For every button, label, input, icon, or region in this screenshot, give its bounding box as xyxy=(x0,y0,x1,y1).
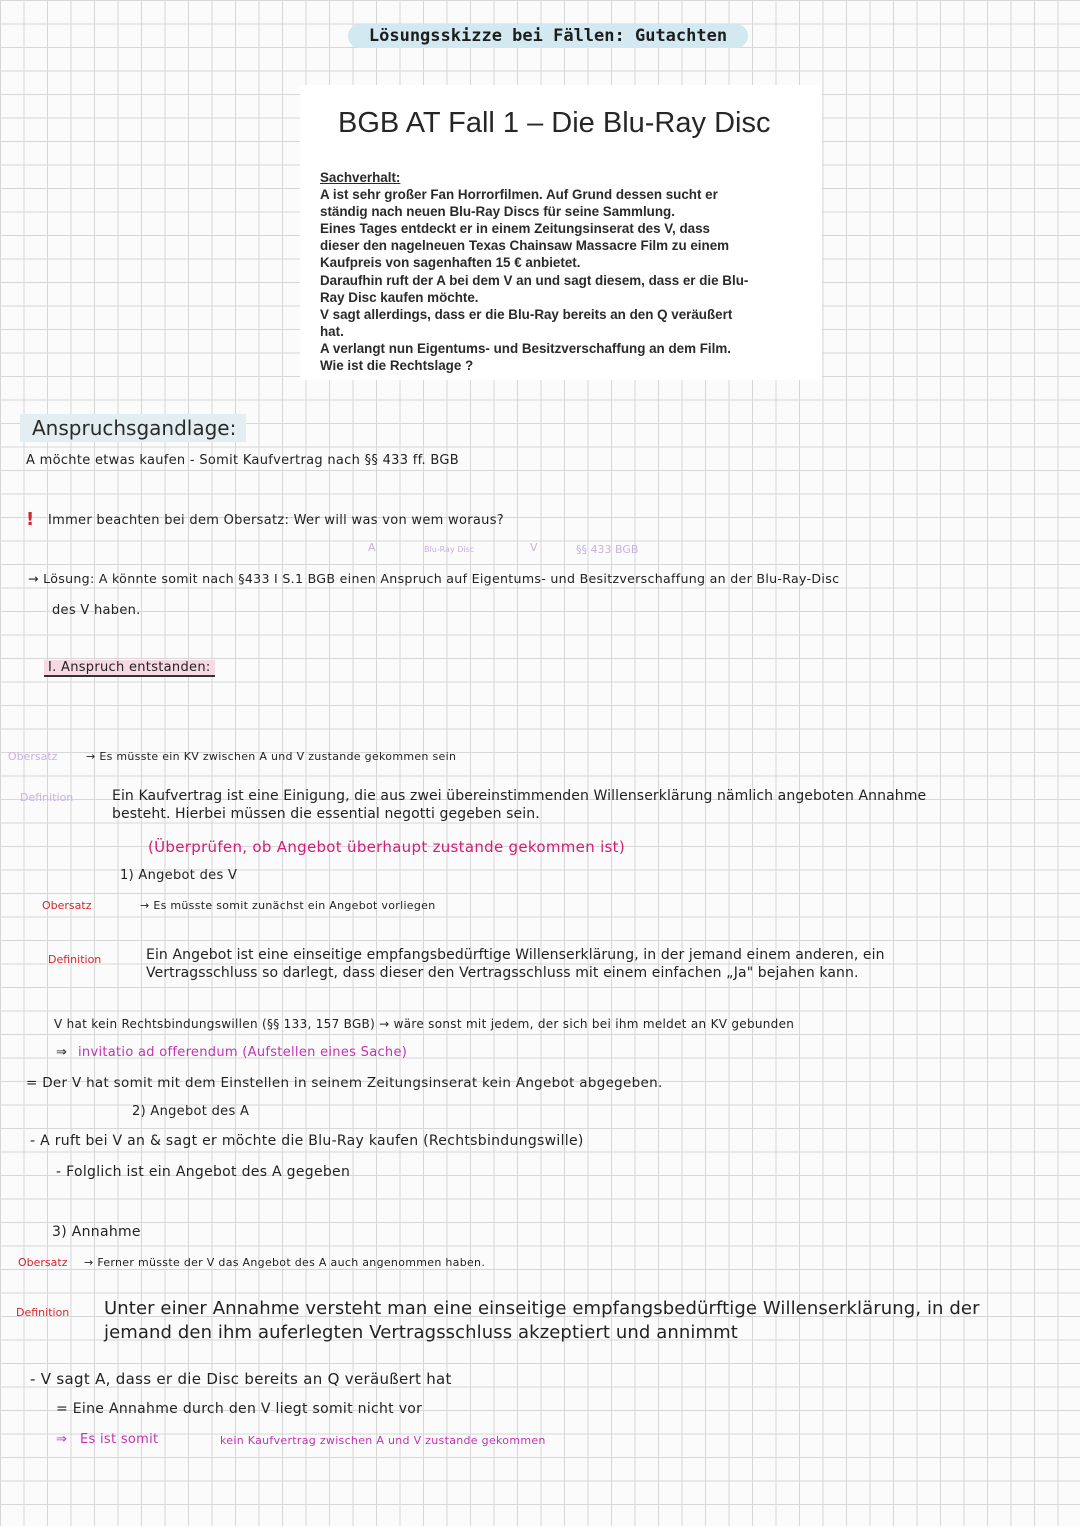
note-line: - A ruft bei V an & sagt er möchte die Blu-Ray kaufen (Rechtsbindungswille) xyxy=(30,1133,584,1149)
obersatz-label: Obersatz xyxy=(18,1256,68,1269)
note-line: Es ist somit xyxy=(80,1432,159,1447)
definition-text: Unter einer Annahme versteht man eine einseitige empfangsbedürftige Willenserklärung, in der xyxy=(104,1298,980,1319)
note-line: - V sagt A, dass er die Disc bereits an Q veräußert hat xyxy=(30,1370,452,1388)
case-line: ständig nach neuen Blu-Ray Discs für seine Sammlung. xyxy=(320,204,675,220)
arrow-icon: ⇒ xyxy=(56,1432,68,1447)
note-line: des V haben. xyxy=(52,603,141,618)
definition-label: Definition xyxy=(16,1306,70,1319)
page-title: Lösungsskizze bei Fällen: Gutachten xyxy=(348,24,748,48)
definition-text: jemand den ihm auferlegten Vertragsschluss akzeptiert und annimmt xyxy=(104,1322,738,1343)
case-line: Kaufpreis von sagenhaften 15 € anbietet. xyxy=(320,255,581,271)
note-line: invitatio ad offerendum (Aufstellen eines Sache) xyxy=(78,1045,408,1060)
obersatz-label: Obersatz xyxy=(8,750,58,763)
case-line: dieser den nagelneuen Texas Chainsaw Massacre Film zu einem xyxy=(320,238,730,254)
definition-label: Definition xyxy=(48,953,102,966)
case-line: Wie ist die Rechtslage ? xyxy=(320,358,474,374)
annotation: A xyxy=(368,541,376,554)
definition-text: Ein Angebot ist eine einseitige empfangsbedürftige Willenserklärung, in der jemand einem anderen, ein xyxy=(146,947,885,963)
case-line: A verlangt nun Eigentums- und Besitzverschaffung an dem Film. xyxy=(320,340,731,356)
case-box xyxy=(300,85,822,380)
note-line: V hat kein Rechtsbindungswillen (§§ 133, 157 BGB) → wäre sonst mit jedem, der sich bei ihm meldet an KV gebunden xyxy=(54,1017,795,1031)
note-line: → Es müsste somit zunächst ein Angebot vorliegen xyxy=(140,899,436,912)
section-heading-anspruch-entstanden: I. Anspruch entstanden: xyxy=(44,660,215,677)
case-line: Daraufhin ruft der A bei dem V an und sagt diesem, dass er die Blu- xyxy=(320,272,749,288)
definition-text: Ein Kaufvertrag ist eine Einigung, die aus zwei übereinstimmenden Willenserklärung nämlich angeboten Annahme xyxy=(112,788,927,804)
note-line: = Der V hat somit mit dem Einstellen in seinem Zeitungsinserat kein Angebot abgegeben. xyxy=(26,1075,663,1091)
definition-text: Vertragsschluss so darlegt, dass dieser den Vertragsschluss mit einem einfachen „Ja" bejahen kann. xyxy=(146,965,859,981)
obersatz-label: Obersatz xyxy=(42,899,92,912)
subheading-angebot-v: 1) Angebot des V xyxy=(120,868,238,883)
definition-label: Definition xyxy=(20,791,74,804)
note-line: kein Kaufvertrag zwischen A und V zustande gekommen xyxy=(220,1434,546,1447)
case-text xyxy=(320,169,810,374)
annotation: §§ 433 BGB xyxy=(576,543,639,556)
arrow-icon: ⇒ xyxy=(56,1045,68,1060)
case-line: V sagt allerdings, dass er die Blu-Ray bereits an den Q veräußert xyxy=(320,306,733,322)
section-heading-anspruchsgrundlage: Anspruchsgandlage: xyxy=(20,414,246,442)
case-line: Ray Disc kaufen möchte. xyxy=(320,289,479,305)
note-line: → Lösung: A könnte somit nach §433 I S.1 BGB einen Anspruch auf Eigentums- und Besitzverschaffung an der Blu-Ray-Disc xyxy=(28,571,840,586)
annotation: Blu-Ray Disc xyxy=(424,545,475,554)
definition-text: besteht. Hierbei müssen die essential negotti gegeben sein. xyxy=(112,806,540,822)
note-line: → Ferner müsste der V das Angebot des A auch angenommen haben. xyxy=(84,1256,486,1269)
note-line: (Überprüfen, ob Angebot überhaupt zustande gekommen ist) xyxy=(148,838,625,856)
case-line: hat. xyxy=(320,323,344,339)
case-line: A ist sehr großer Fan Horrorfilmen. Auf Grund dessen sucht er xyxy=(320,187,718,203)
case-line: Eines Tages entdeckt er in einem Zeitungsinserat des V, dass xyxy=(320,221,710,237)
annotation: V xyxy=(530,541,538,554)
note-line: → Es müsste ein KV zwischen A und V zustande gekommen sein xyxy=(86,750,457,763)
sachverhalt-label: Sachverhalt: xyxy=(320,170,401,185)
subheading-angebot-a: 2) Angebot des A xyxy=(132,1104,250,1119)
note-line: Immer beachten bei dem Obersatz: Wer will was von wem woraus? xyxy=(48,513,504,528)
case-heading: BGB AT Fall 1 – Die Blu-Ray Disc xyxy=(338,107,771,139)
warning-icon: ! xyxy=(26,509,35,530)
subheading-annahme: 3) Annahme xyxy=(52,1224,141,1240)
note-line: A möchte etwas kaufen - Somit Kaufvertrag nach §§ 433 ff. BGB xyxy=(26,453,460,468)
note-line: = Eine Annahme durch den V liegt somit nicht vor xyxy=(56,1401,423,1417)
note-line: - Folglich ist ein Angebot des A gegeben xyxy=(56,1164,351,1180)
